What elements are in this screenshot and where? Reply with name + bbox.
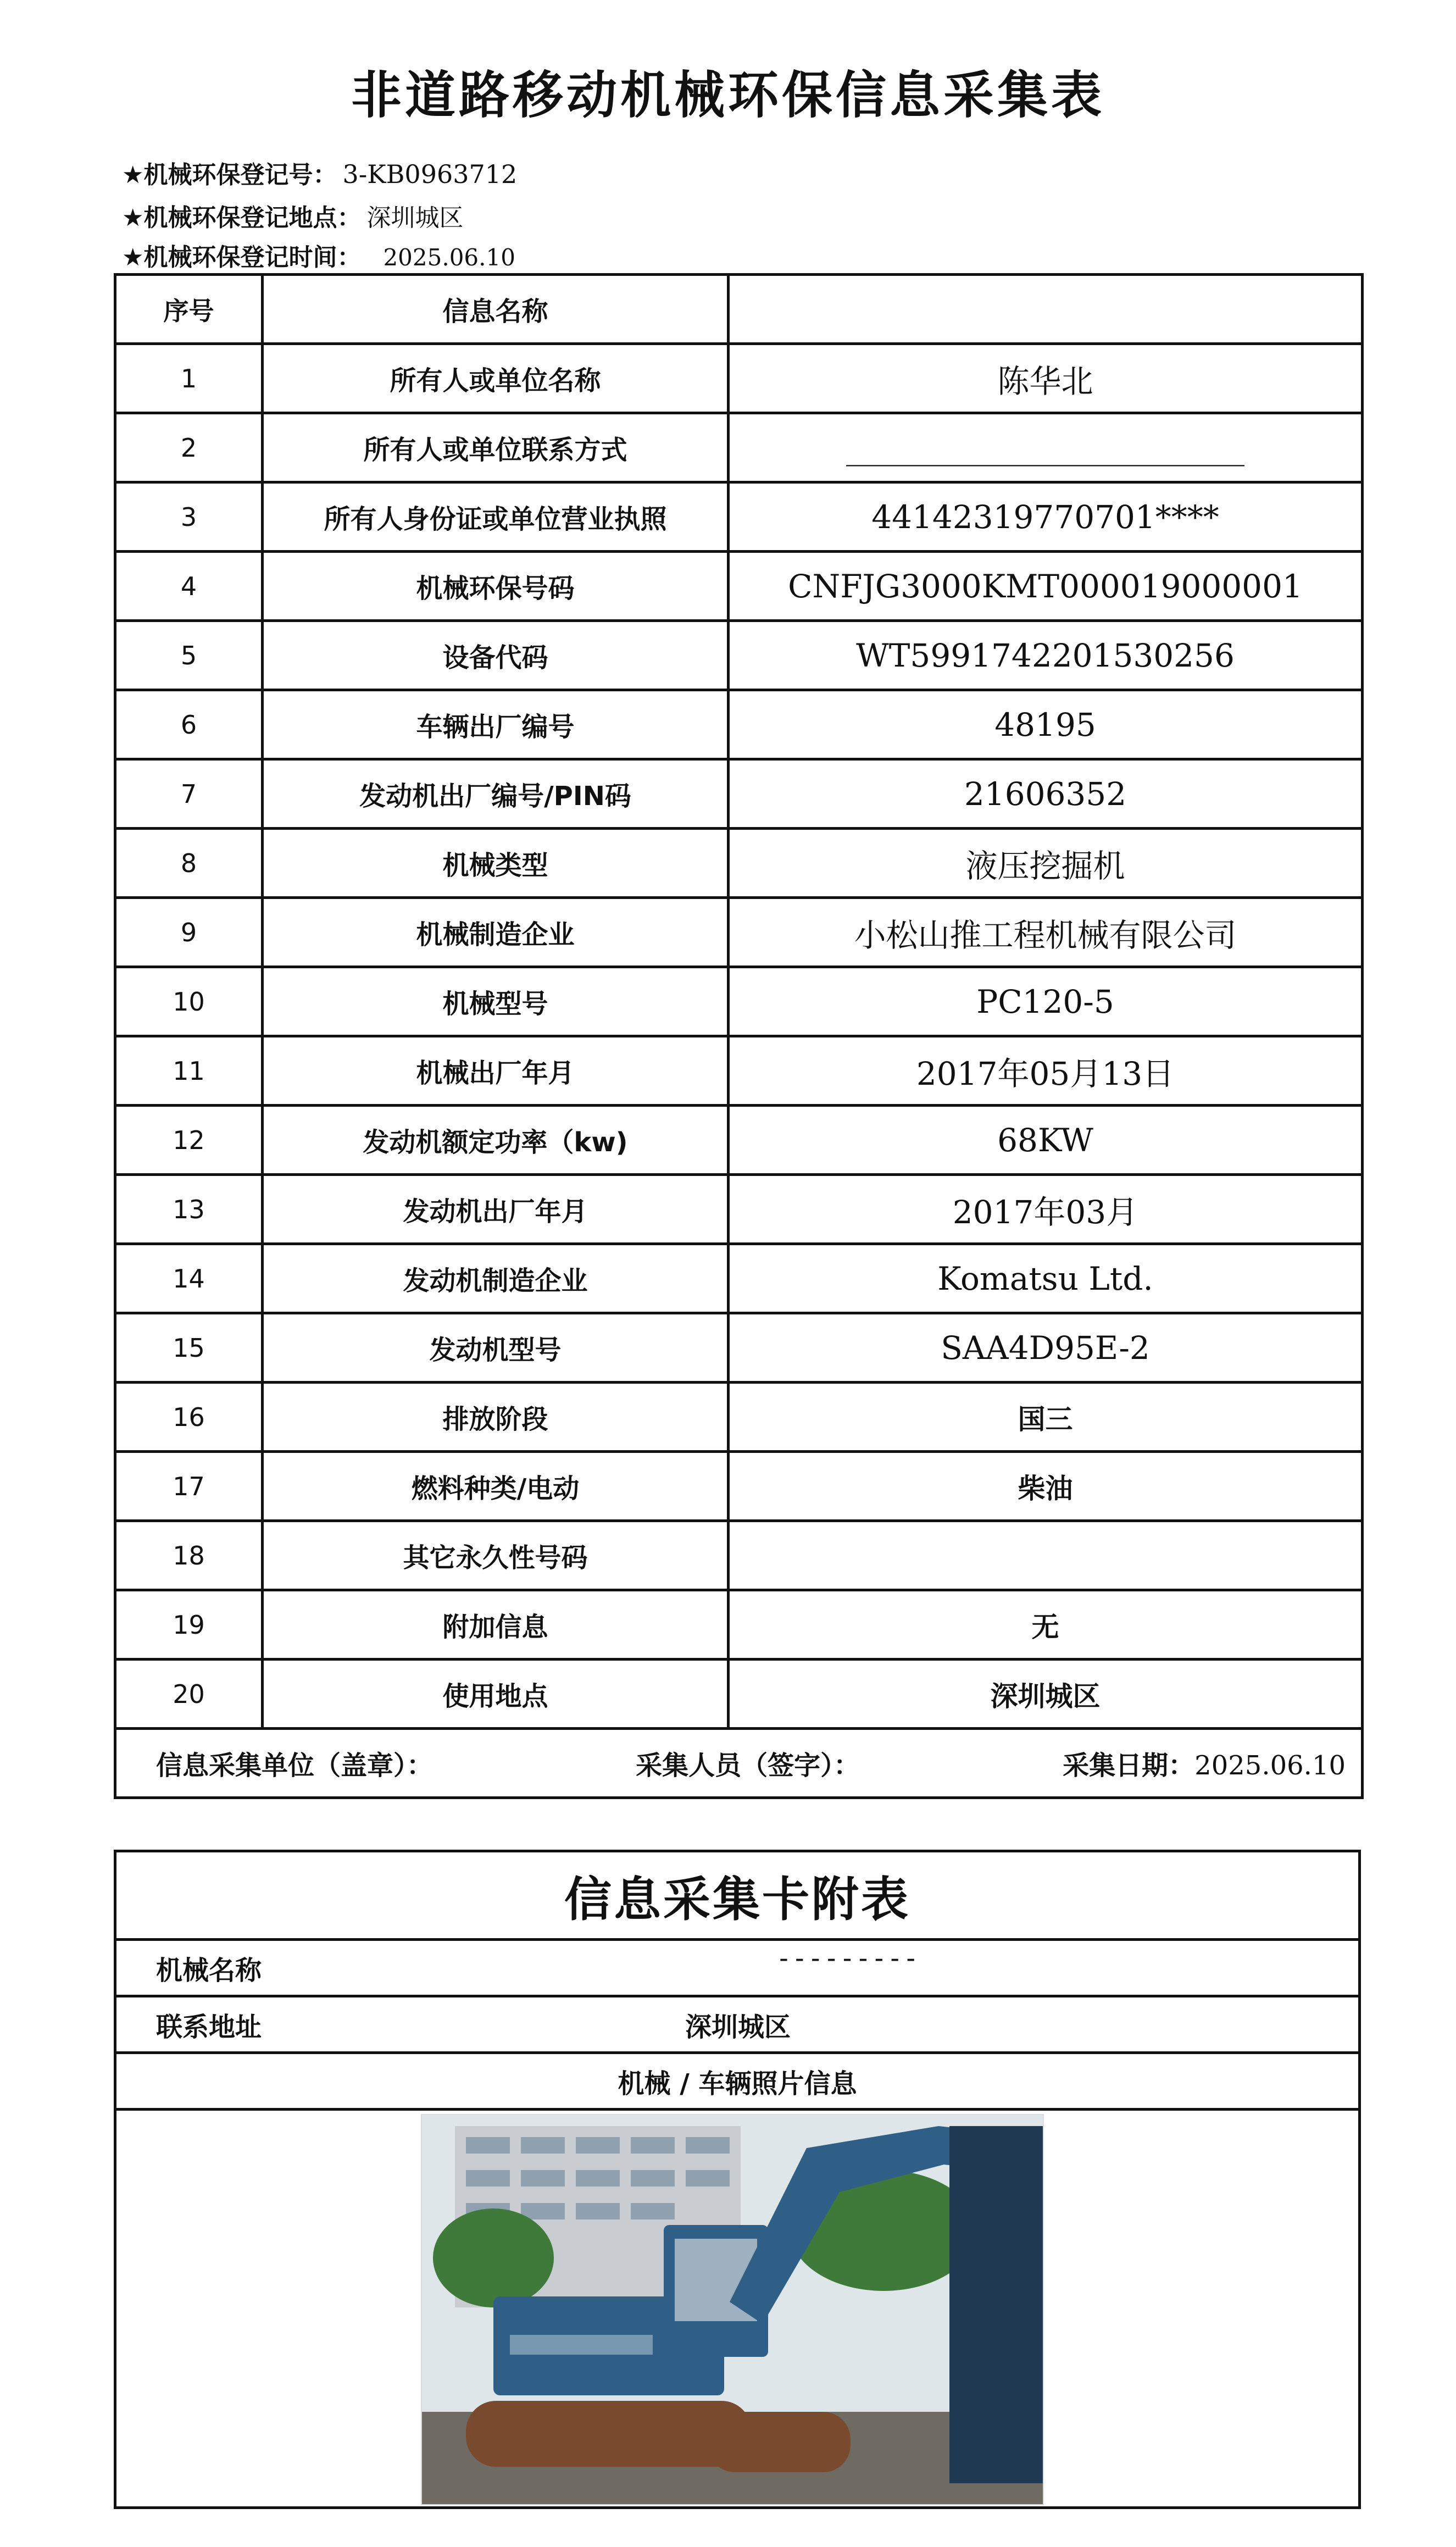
header-name: 信息名称 [263, 275, 729, 344]
table-row [115, 1175, 1363, 1244]
registration-number-label: ★机械环保登记号： [122, 161, 337, 189]
table-row [115, 482, 1363, 552]
row-field-value: _________________________ [729, 413, 1363, 482]
row-number: 19 [115, 1590, 263, 1660]
registration-number [122, 155, 517, 190]
excavator-photo-drawing [422, 2115, 1043, 2504]
table-row [115, 690, 1363, 759]
row-field-value: 液压挖掘机 [729, 829, 1363, 898]
table-row [115, 829, 1363, 898]
table-row [115, 1452, 1363, 1521]
contact-address-row [116, 1997, 1358, 2054]
row-field-name: 发动机出厂编号/PIN码 [263, 759, 729, 829]
table-row [115, 344, 1363, 413]
row-field-name: 发动机额定功率（kw) [263, 1106, 729, 1175]
row-number: 9 [115, 898, 263, 967]
row-number: 2 [115, 413, 263, 482]
row-number: 20 [115, 1660, 263, 1729]
registration-place-label: ★机械环保登记地点： [122, 204, 362, 232]
row-number: 14 [115, 1244, 263, 1313]
table-row [115, 1313, 1363, 1383]
row-field-name: 燃料种类/电动 [263, 1452, 729, 1521]
table-row [115, 1660, 1363, 1729]
row-number: 12 [115, 1106, 263, 1175]
row-field-value: 陈华北 [729, 344, 1363, 413]
table-row [115, 413, 1363, 482]
appendix-table [114, 1850, 1361, 2509]
table-row [115, 1383, 1363, 1452]
row-field-name: 所有人或单位联系方式 [263, 413, 729, 482]
footer-cell [115, 1729, 1363, 1798]
row-field-value: WT5991742201530256 [729, 621, 1363, 690]
row-number: 6 [115, 690, 263, 759]
row-field-name: 设备代码 [263, 621, 729, 690]
row-number: 17 [115, 1452, 263, 1521]
row-number: 13 [115, 1175, 263, 1244]
machine-name-row [116, 1941, 1358, 1997]
registration-time-value: 2025.06.10 [383, 244, 515, 271]
row-field-value: 21606352 [729, 759, 1363, 829]
row-number: 7 [115, 759, 263, 829]
row-field-name: 附加信息 [263, 1590, 729, 1660]
row-field-value: 无 [729, 1590, 1363, 1660]
row-field-value: Komatsu Ltd. [729, 1244, 1363, 1313]
row-number: 16 [115, 1383, 263, 1452]
table-footer-row [115, 1729, 1363, 1798]
appendix-title: 信息采集卡附表 [116, 1852, 1358, 1941]
row-field-value: 柴油 [729, 1452, 1363, 1521]
photo-info-row [116, 2054, 1358, 2111]
row-number: 15 [115, 1313, 263, 1383]
row-field-value: 44142319770701**** [729, 482, 1363, 552]
table-row [115, 759, 1363, 829]
excavator-photo [421, 2114, 1044, 2505]
registration-time-label: ★机械环保登记时间： [122, 243, 362, 271]
collector-signature-label: 采集人员（签字）： [636, 1750, 860, 1781]
contact-address-value: 深圳城区 [685, 2011, 791, 2043]
row-field-value: 68KW [729, 1106, 1363, 1175]
row-field-name: 机械环保号码 [263, 552, 729, 621]
row-field-value: 深圳城区 [729, 1660, 1363, 1729]
info-table [114, 273, 1364, 1799]
table-row [115, 1036, 1363, 1106]
table-row [115, 967, 1363, 1036]
row-field-value: PC120-5 [729, 967, 1363, 1036]
table-row [115, 1521, 1363, 1590]
row-field-name: 机械出厂年月 [263, 1036, 729, 1106]
row-field-value: 48195 [729, 690, 1363, 759]
contact-address-label: 联系地址 [156, 2011, 262, 2043]
row-field-name: 使用地点 [263, 1660, 729, 1729]
row-number: 4 [115, 552, 263, 621]
form-title: 非道路移动机械环保信息采集表 [351, 66, 1105, 125]
table-row [115, 898, 1363, 967]
row-field-value: 2017年05月13日 [729, 1036, 1363, 1106]
row-field-value: 国三 [729, 1383, 1363, 1452]
row-field-value: CNFJG3000KMT000019000001 [729, 552, 1363, 621]
row-field-name: 发动机制造企业 [263, 1244, 729, 1313]
table-row [115, 552, 1363, 621]
registration-number-value: 3-KB0963712 [342, 159, 518, 189]
collection-date-label: 采集日期： [1063, 1750, 1195, 1781]
row-number: 18 [115, 1521, 263, 1590]
machine-name-label: 机械名称 [156, 1955, 262, 1986]
header-no: 序号 [115, 275, 263, 344]
table-row [115, 1590, 1363, 1660]
row-field-value: 小松山推工程机械有限公司 [729, 898, 1363, 967]
row-number: 5 [115, 621, 263, 690]
photo-info-label: 机械 / 车辆照片信息 [618, 2068, 857, 2099]
row-number: 11 [115, 1036, 263, 1106]
table-row [115, 1244, 1363, 1313]
row-field-name: 发动机出厂年月 [263, 1175, 729, 1244]
collection-date [1063, 1744, 1346, 1782]
row-number: 3 [115, 482, 263, 552]
header-value [729, 275, 1363, 344]
row-field-name: 发动机型号 [263, 1313, 729, 1383]
table-row [115, 1106, 1363, 1175]
row-field-value: 2017年03月 [729, 1175, 1363, 1244]
row-field-value [729, 1521, 1363, 1590]
table-header-row [115, 275, 1363, 344]
row-field-name: 排放阶段 [263, 1383, 729, 1452]
row-field-name: 机械型号 [263, 967, 729, 1036]
collection-unit-label: 信息采集单位（盖章）： [156, 1750, 434, 1781]
registration-place-value: 深圳城区 [366, 204, 464, 232]
row-field-value: SAA4D95E-2 [729, 1313, 1363, 1383]
row-number: 10 [115, 967, 263, 1036]
row-field-name: 其它永久性号码 [263, 1521, 729, 1590]
machine-name-value: --------- [776, 1943, 919, 1974]
row-field-name: 车辆出厂编号 [263, 690, 729, 759]
photo-area [116, 2111, 1358, 2517]
registration-time [122, 237, 515, 273]
row-field-name: 机械制造企业 [263, 898, 729, 967]
registration-place [122, 198, 463, 233]
row-field-name: 所有人或单位名称 [263, 344, 729, 413]
table-row [115, 621, 1363, 690]
row-number: 1 [115, 344, 263, 413]
row-field-name: 机械类型 [263, 829, 729, 898]
row-number: 8 [115, 829, 263, 898]
collection-date-value: 2025.06.10 [1194, 1750, 1346, 1781]
row-field-name: 所有人身份证或单位营业执照 [263, 482, 729, 552]
